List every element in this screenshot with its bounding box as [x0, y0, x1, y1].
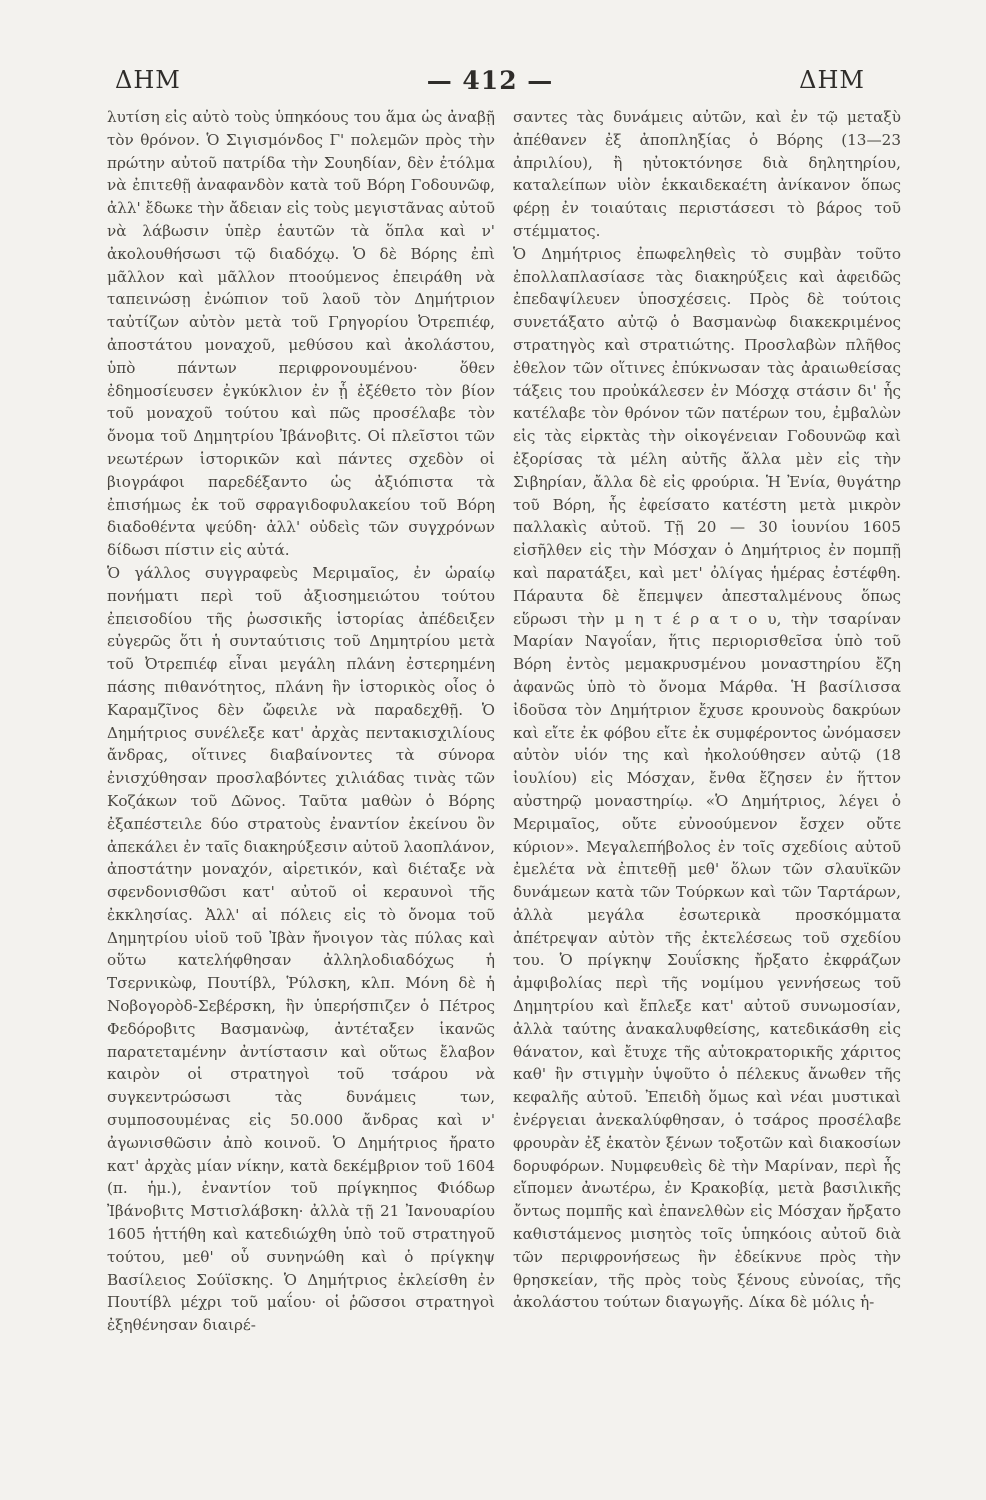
left-paragraph-2: Ὁ γάλλος συγγραφεὺς Μεριμαῖος, ἐν ὡραίῳ πονήματι περὶ τοῦ ἀξιοσημειώτου τούτου ἐπεισοδίου τῆς ῥωσσικῆς ἱστορίας ἀπέδειξεν εὐγερῶς ὅτι ἡ συνταύτισις τοῦ Δημητρίου μετὰ τοῦ Ὀτρεπιέφ εἶναι μεγάλη πλάνη ἐστερημένη πάσης πιθανότητος, πλάνη ἣν ἱστορικὸς οἷος ὁ Καραμζῖνος δὲν ὤφειλε νὰ παραδεχθῇ. Ὁ Δημήτριος συνέλεξε κατ' ἀρχὰς πεντακισχιλίους ἄνδρας, οἵτινες διαβαίνοντες τὰ σύνορα ἐνισχύθησαν προσλαβόντες χιλιάδας τινὰς τῶν Κοζάκων τοῦ Δῶνος. Ταῦτα μαθὼν ὁ Βόρης ἐξαπέστειλε δύο στρατοὺς ἐναντίον ἐκείνου ὃν ἀπεκάλει ἐν ταῖς διακηρύξεσιν αὐτοῦ λαοπλάνον, ἀποστάτην μοναχόν, αἱρετικόν, καὶ διέταξε νὰ σφενδονισθῶσι κατ' αὐτοῦ οἱ κεραυνοὶ τῆς ἐκκλησίας. Ἀλλ' αἱ πόλεις εἰς τὸ ὄνομα τοῦ Δημητρίου υἱοῦ τοῦ Ἰβὰν ἤνοιγον τὰς πύλας καὶ οὕτω κατελήφθησαν ἀλληλοδιαδόχως ἡ Τσερνικὼφ, Πουτίβλ, Ῥύλσκη, κλπ. Μόνη δὲ ἡ Νοβογορὸδ-Σεβέρσκη, ἣν ὑπερήσπιζεν ὁ Πέτρος Φεδόροβιτς Βασμανὼφ, ἀντέταξεν ἱκανῶς παρατεταμένην ἀντίστασιν καὶ οὕτως ἔλαβον καιρὸν οἱ στρατηγοὶ τοῦ τσάρου νὰ συγκεντρώσωσι τὰς δυνάμεις των, συμποσουμένας εἰς 50.000 ἄνδρας καὶ ν' ἀγωνισθῶσιν ἀπὸ κοινοῦ. Ὁ Δημήτριος ἤρατο κατ' ἀρχὰς μίαν νίκην, κατὰ δεκέμβριον τοῦ 1604 (π. ἡμ.), ἐναντίον τοῦ πρίγκηπος Φιόδωρ Ἰβάνοβιτς Μστισλάβσκη· ἀλλὰ τῇ 21 Ἰανουαρίου 1605 ἡττήθη καὶ κατεδιώχθη ὑπὸ τοῦ στρατηγοῦ τούτου, μεθ' οὗ συνηνώθη καὶ ὁ πρίγκηψ Βασίλειος Σούϊσκης. Ὁ Δημήτριος ἐκλείσθη ἐν Πουτίβλ μέχρι τοῦ μαΐου· οἱ ῥῶσσοι στρατηγοὶ ἐξηθένησαν διαιρέ-: [107, 563, 495, 1335]
right-text-column: [513, 106, 901, 1314]
left-paragraph-1: λυτίση εἰς αὐτὸ τοὺς ὑπηκόους του ἅμα ὡς ἀναβῇ τὸν θρόνον. Ὁ Σιγισμόνδος Γ' πολεμῶν πρὸς τὴν πρώτην αὐτοῦ πατρίδα τὴν Σουηδίαν, δὲν ἐτόλμα νὰ ἐπιτεθῇ ἀναφανδὸν κατὰ τοῦ Βόρη Γοδουνῶφ, ἀλλ' ἔδωκε τὴν ἄδειαν εἰς τοὺς μεγιστᾶνας αὐτοῦ νὰ λάβωσιν ὑπὲρ ἑαυτῶν τὰ ὅπλα καὶ ν' ἀκολουθήσωσι τῷ διαδόχῳ. Ὁ δὲ Βόρης ἐπὶ μᾶλλον καὶ μᾶλλον πτοούμενος ἐπειράθη νὰ ταπεινώσῃ ἐνώπιον τοῦ λαοῦ τὸν Δημήτριον ταὐτίζων αὐτὸν μετὰ τοῦ Γρηγορίου Ὀτρεπιέφ, ἀποστάτου μοναχοῦ, μεθύσου καὶ ἀκολάστου, ὑπὸ πάντων περιφρονουμένου· ὅθεν ἐδημοσίευσεν ἐγκύκλιον ἐν ᾗ ἐξέθετο τὸν βίον τοῦ μοναχοῦ τούτου καὶ πῶς προσέλαβε τὸν ὄνομα τοῦ Δημητρίου Ἰβάνοβιτς. Οἱ πλεῖστοι τῶν νεωτέρων ἱστορικῶν καὶ πάντες σχεδὸν οἱ βιογράφοι παρεδέξαντο ὡς ἀξιόπιστα τὰ ἐπισήμως ἐκ τοῦ σφραγιδοφυλακείου τοῦ Βόρη διαδοθέντα ψεύδη· ἀλλ' οὐδεὶς τῶν συγχρόνων δίδωσι πίστιν εἰς αὐτά.: [107, 108, 495, 560]
page-number: — 412 —: [426, 65, 554, 95]
header-left-heading: ΔΗΜ: [115, 66, 181, 94]
right-paragraph-2: Ὁ Δημήτριος ἐπωφεληθεὶς τὸ συμβὰν τοῦτο ἐπολλαπλασίασε τὰς διακηρύξεις καὶ ἀφειδῶς ἐπεδαψίλευεν ὑποσχέσεις. Πρὸς δὲ τούτοις συνετάξατο αὐτῷ ὁ Βασμανὼφ διακεκριμένος στρατηγὸς καὶ στρατιώτης. Προσλαβὼν πλῆθος ἐθελον τῶν οἵτινες ἐπύκνωσαν τὰς ἀραιωθείσας τάξεις του προὐκάλεσεν ἐν Μόσχᾳ στάσιν δι' ἧς κατέλαβε τὸν θρόνον τῶν πατέρων του, ἐμβαλὼν εἰς τὰς εἱρκτὰς τὴν οἰκογένειαν Γοδουνῶφ καὶ ἐξορίσας τὰ μέλη αὐτῆς ἄλλα μὲν εἰς τὴν Σιβηρίαν, ἄλλα δὲ εἰς φρούρια. Ἡ Ἐνία, θυγάτηρ τοῦ Βόρη, ἧς ἐφείσατο κατέστη μετὰ μικρὸν παλλακὶς αὐτοῦ. Τῇ 20 — 30 ἰουνίου 1605 εἰσῆλθεν εἰς τὴν Μόσχαν ὁ Δημήτριος ἐν πομπῇ καὶ παρατάξει, καὶ μετ' ὀλίγας ἡμέρας ἐστέφθη. Πάραυτα δὲ ἔπεμψεν ἀπεσταλμένους ὅπως εὕρωσι τὴν μ η τ έ ρ α τ ο υ, τὴν τσαρίναν Μαρίαν Ναγοΐαν, ἥτις περιορισθεῖσα ὑπὸ τοῦ Βόρη ἐντὸς μεμακρυσμένου μοναστηρίου ἔζη ἀφανῶς ὑπὸ τὸ ὄνομα Μάρθα. Ἡ βασίλισσα ἰδοῦσα τὸν Δημήτριον ἔχυσε κρουνοὺς δακρύων καὶ εἴτε ἐκ φόβου εἴτε ἐκ συμφέροντος ὠνόμασεν αὐτὸν υἱόν της καὶ ἠκολούθησεν αὐτῷ (18 ἰουλίου) εἰς Μόσχαν, ἔνθα ἔζησεν ἐν ἥττον αὐστηρῷ μοναστηρίῳ. «Ὁ Δημήτριος, λέγει ὁ Μεριμαῖος, οὔτε εὐνοούμενον ἔσχεν οὔτε κύριον». Μεγαλεπήβολος ἐν τοῖς σχεδίοις αὐτοῦ ἐμελέτα νὰ ἐπιτεθῇ μεθ' ὅλων τῶν σλαυϊκῶν δυνάμεων κατὰ τῶν Τούρκων καὶ τῶν Ταρτάρων, ἀλλὰ μεγάλα ἐσωτερικὰ προσκόμματα ἀπέτρεψαν αὐτὸν τῆς ἐκτελέσεως τοῦ σχεδίου του. Ὁ πρίγκηψ Σουΐσκης ἤρξατο ἐκφράζων ἀμφιβολίας περὶ τῆς νομίμου γεννήσεως τοῦ Δημητρίου καὶ ἔπλεξε κατ' αὐτοῦ συνωμοσίαν, ἀλλὰ ταύτης ἀνακαλυφθείσης, κατεδικάσθη εἰς θάνατον, καὶ ἔτυχε τῆς αὐτοκρατορικῆς χάριτος καθ' ἣν στιγμὴν ὑψοῦτο ὁ πέλεκυς ἄνωθεν τῆς κεφαλῆς αὐτοῦ. Ἐπειδὴ ὅμως καὶ νέαι μυστικαὶ ἐνέργειαι ἀνεκαλύφθησαν, ὁ τσάρος προσέλαβε φρουρὰν ἐξ ἑκατὸν ξένων τοξοτῶν καὶ διακοσίων δορυφόρων. Νυμφευθεὶς δὲ τὴν Μαρίναν, περὶ ἧς εἴπομεν ἀνωτέρω, ἐν Κρακοβίᾳ, μετὰ βασιλικῆς ὄντως πομπῆς καὶ ἐπανελθὼν εἰς Μόσχαν ἤρξατο καθιστάμενος μισητὸς τοῖς ὑπηκόοις αὐτοῦ διὰ τῶν περιφρονήσεως ἣν ἐδείκνυε πρὸς τὴν θρησκείαν, τῆς πρὸς τοὺς ξένους εὐνοίας, τῆς ἀκολάστου τούτων διαγωγῆς. Δίκα δὲ μόλις ἡ-: [513, 244, 901, 1312]
left-text-column: [107, 106, 495, 1337]
header-right-heading: ΔΗΜ: [799, 66, 865, 94]
running-header: [115, 62, 865, 98]
right-paragraph-1: σαντες τὰς δυνάμεις αὐτῶν, καὶ ἐν τῷ μεταξὺ ἀπέθανεν ἐξ ἀποπληξίας ὁ Βόρης (13—23 ἀπριλίου), ἢ ηὐτοκτόνησε διὰ δηλητηρίου, καταλείπων υἱὸν ἑκκαιδεκαέτη ἀνίκανον ὅπως φέρῃ ἐν τοιαύταις περιστάσεσι τὸ βάρος τοῦ στέμματος.: [513, 108, 901, 240]
